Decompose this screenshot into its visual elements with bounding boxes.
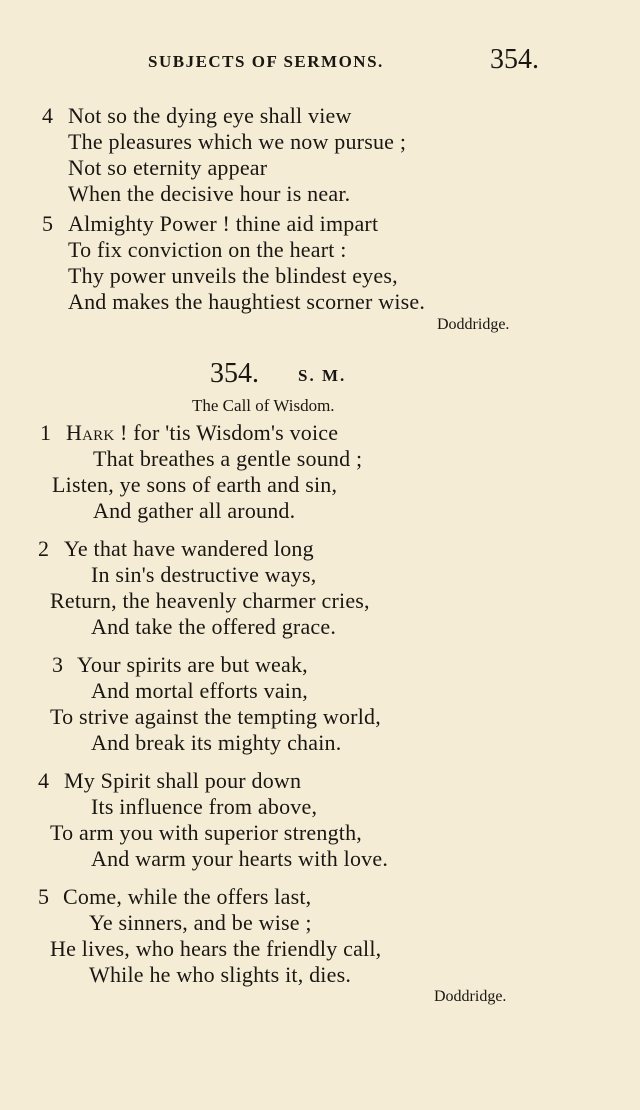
verse-line: Thy power unveils the blindest eyes,	[68, 263, 398, 288]
verse-line: In sin's destructive ways,	[91, 562, 317, 587]
verse-line: To fix conviction on the heart :	[68, 237, 347, 262]
hymn-meter: S. M.	[298, 366, 347, 385]
verse-line: Not so the dying eye shall view	[68, 103, 352, 128]
verse-line: My Spirit shall pour down	[64, 768, 302, 793]
stanza-number: 5	[42, 211, 53, 236]
verse-line-rest: ! for 'tis Wisdom's voice	[114, 420, 339, 445]
verse-line: Almighty Power ! thine aid impart	[68, 211, 379, 236]
page-number: 354.	[490, 44, 539, 75]
verse-line: Come, while the offers last,	[63, 884, 312, 909]
stanza-number: 4	[42, 103, 53, 128]
verse-line: And mortal efforts vain,	[91, 678, 309, 703]
verse-line: When the decisive hour is near.	[68, 181, 351, 206]
verse-line: And break its mighty chain.	[91, 730, 342, 755]
hymn-title: The Call of Wisdom.	[192, 396, 335, 415]
verse-line: Your spirits are but weak,	[77, 652, 308, 677]
verse-line: Its influence from above,	[91, 794, 318, 819]
verse-line: Listen, ye sons of earth and sin,	[52, 472, 338, 497]
verse-line: And makes the haughtiest scorner wise.	[68, 289, 426, 314]
verse-line: To strive against the tempting world,	[50, 704, 381, 729]
verse-line: That breathes a gentle sound ;	[93, 446, 363, 471]
hymn-attribution: Doddridge.	[434, 988, 507, 1005]
stanza-number: 4	[38, 768, 49, 793]
verse-line: He lives, who hears the friendly call,	[50, 936, 382, 961]
verse-line: Return, the heavenly charmer cries,	[50, 588, 370, 613]
verse-line: And gather all around.	[93, 498, 296, 523]
prev-hymn-attribution: Doddridge.	[437, 316, 510, 333]
hymn-number: 354.	[210, 358, 259, 389]
stanza-number: 2	[38, 536, 49, 561]
first-word: Hark	[66, 420, 115, 445]
verse-line: While he who slights it, dies.	[89, 962, 352, 987]
stanza-number: 5	[38, 884, 49, 909]
verse-line: Ye that have wandered long	[64, 536, 314, 561]
verse-line: And warm your hearts with love.	[91, 846, 389, 871]
verse-line: Not so eternity appear	[68, 155, 268, 180]
verse-line: The pleasures which we now pursue ;	[68, 129, 407, 154]
stanza-number: 1	[40, 420, 51, 445]
running-head: SUBJECTS OF SERMONS.	[148, 52, 384, 71]
verse-line-first	[66, 420, 338, 446]
verse-line: To arm you with superior strength,	[50, 820, 362, 845]
stanza-number: 3	[52, 652, 63, 677]
verse-line: Ye sinners, and be wise ;	[89, 910, 312, 935]
verse-line: And take the offered grace.	[91, 614, 337, 639]
